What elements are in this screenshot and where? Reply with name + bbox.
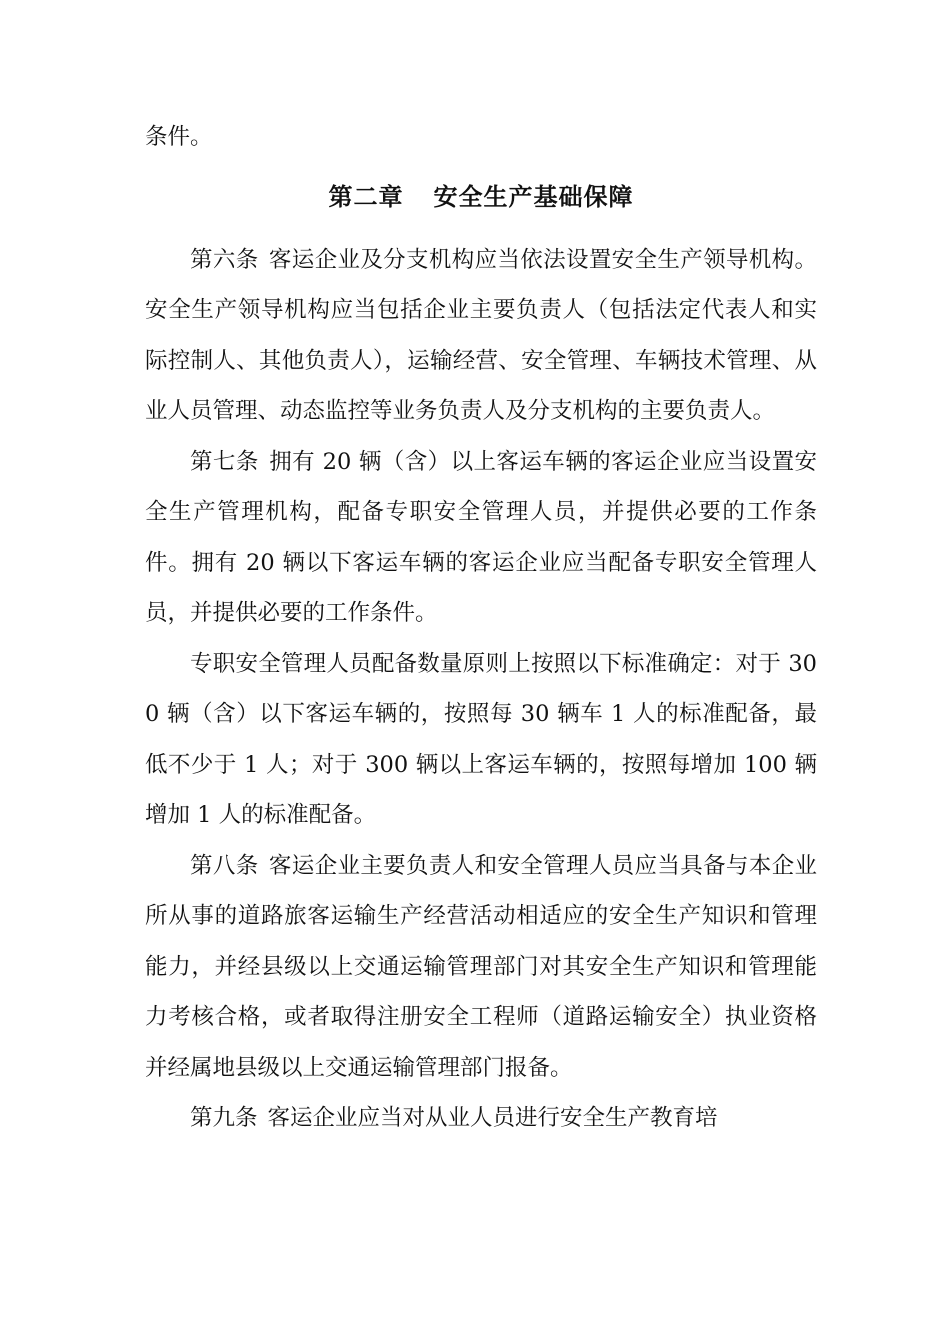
staffing-standard-text: 专职安全管理人员配备数量原则上按照以下标准确定：对于 300 辆（含）以下客运车辆的，按照每 30 辆车 1 人的标准配备，最低不少于 1 人；对于 300 辆以上客运车辆的，按照每增加 100 辆增加 1 人的标准配备。 bbox=[145, 650, 817, 828]
article-6-text: 客运企业及分支机构应当依法设置安全生产领导机构。安全生产领导机构应当包括企业主要负责人（包括法定代表人和实际控制人、其他负责人），运输经营、安全管理、车辆技术管理、从业人员管理、动态监控等业务负责人及分支机构的主要负责人。 bbox=[145, 246, 817, 424]
article-7-paragraph bbox=[145, 437, 817, 639]
article-7-label: 第七条 bbox=[190, 448, 259, 475]
article-8-label: 第八条 bbox=[190, 852, 259, 879]
chapter-heading bbox=[145, 181, 817, 213]
staffing-standard-paragraph bbox=[145, 639, 817, 841]
article-6-paragraph bbox=[145, 235, 817, 437]
chapter-title: 安全生产基础保障 bbox=[433, 182, 634, 211]
article-9-label: 第九条 bbox=[190, 1105, 258, 1131]
article-6-label: 第六条 bbox=[190, 246, 259, 273]
article-8-paragraph bbox=[145, 841, 817, 1094]
article-7-text: 拥有 20 辆（含）以上客运车辆的客运企业应当设置安全生产管理机构，配备专职安全管理人员，并提供必要的工作条件。拥有 20 辆以下客运车辆的客运企业应当配备专职安全管理人员，并提供必要的工作条件。 bbox=[145, 448, 817, 626]
article-9-paragraph bbox=[145, 1093, 817, 1144]
article-9-text: 客运企业应当对从业人员进行安全生产教育培 bbox=[267, 1105, 718, 1131]
chapter-number: 第二章 bbox=[328, 182, 404, 211]
continued-text-fragment: 条件。 bbox=[145, 124, 213, 150]
article-8-text: 客运企业主要负责人和安全管理人员应当具备与本企业所从事的道路旅客运输生产经营活动相适应的安全生产知识和管理能力，并经县级以上交通运输管理部门对其安全生产知识和管理能力考核合格，或者取得注册安全工程师（道路运输安全）执业资格并经属地县级以上交通运输管理部门报备。 bbox=[145, 852, 817, 1081]
document-body bbox=[145, 112, 817, 1144]
